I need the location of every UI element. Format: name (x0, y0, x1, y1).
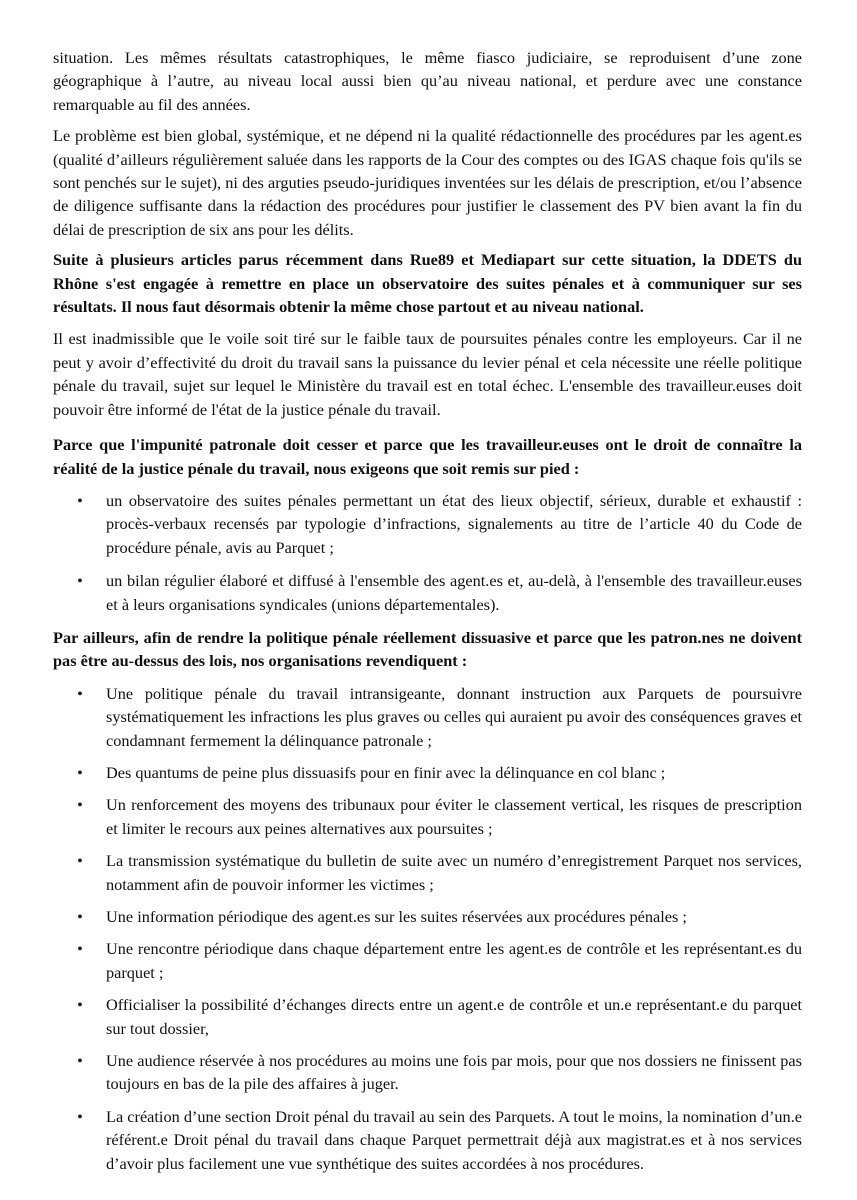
list-item-text: Une rencontre périodique dans chaque département entre les agent.es de contrôle et les représentant.es du parquet ; (106, 939, 802, 982)
list-item-text: La transmission systématique du bulletin de suite avec un numéro d’enregistrement Parquet nos services, notamment afin de pouvoir informer les victimes ; (106, 851, 802, 894)
list-item (53, 793, 802, 840)
bullet-icon: • (77, 995, 83, 1015)
list-item-text: Officialiser la possibilité d’échanges directs entre un agent.e de contrôle et un.e représentant.e du parquet sur tout dossier, (106, 995, 802, 1038)
list-item-text: Une information périodique des agent.es sur les suites réservées aux procédures pénales ; (106, 907, 687, 926)
paragraph-situation: situation. Les mêmes résultats catastrophiques, le même fiasco judiciaire, se reproduisent d’une zone géographique à l’autre, au niveau local aussi bien qu’au niveau national, et perdure avec une constance remarquable au fil des années. (53, 48, 802, 114)
list-item (53, 1049, 802, 1096)
bullet-icon: • (77, 490, 83, 510)
list-item-text: La création d’une section Droit pénal du travail au sein des Parquets. A tout le moins, la nomination d’un.e référent.e Droit pénal du travail dans chaque Parquet permettrait déjà aux magistrat.es et à nos services d’avoir plus facilement une vue synthétique des suites accordées à nos procédures. (106, 1106, 802, 1173)
paragraph-probleme-global: Le problème est bien global, systémique, et ne dépend ni la qualité rédactionnelle des procédures par les agent.es (qualité d’ailleurs régulièrement saluée dans les rapports de la Cour des comptes ou des IGAS chaque fois qu'ils se sont penchés sur le sujet), ni des arguties pseudo-juridiques inventées sur les délais de prescription, et/ou l’absence de diligence suffisante dans la rédaction des procédures pour justifier le classement des PV bien avant la fin du délai de prescription de six ans pour les délits. (53, 126, 802, 239)
list-item (53, 905, 802, 928)
paragraph-inadmissible: Il est inadmissible que le voile soit tiré sur le faible taux de poursuites pénales contre les employeurs. Car il ne peut y avoir d’effectivité du droit du travail sans la puissance du levier pénal et cela nécessite une réelle politique pénale du travail, sujet sur lequel le Ministère du travail est en total échec. L'ensemble des travailleur.euses doit pouvoir être informé de l'état de la justice pénale du travail. (53, 329, 802, 419)
bullet-icon: • (77, 1051, 83, 1071)
bullet-icon: • (77, 907, 83, 926)
list-item (53, 569, 802, 616)
revendications-list (53, 682, 802, 1175)
exigences-list (53, 489, 802, 616)
list-item (53, 489, 802, 559)
paragraph-exigences-intro: Parce que l'impunité patronale doit cesser et parce que les travailleur.euses ont le droit de connaître la réalité de la justice pénale du travail, nous exigeons que soit remis sur pied : (53, 435, 802, 478)
list-item (53, 993, 802, 1040)
bullet-icon: • (77, 683, 83, 703)
paragraph-rue89-mediapart: Suite à plusieurs articles parus récemment dans Rue89 et Mediapart sur cette situation, la DDETS du Rhône s'est engagée à remettre en place un observatoire des suites pénales et à communiquer sur ses résultats. Il nous faut désormais obtenir la même chose partout et au niveau national. (53, 250, 802, 317)
list-item (53, 761, 802, 784)
list-item-text: un bilan régulier élaboré et diffusé à l'ensemble des agent.es et, au-delà, à l'ensemble des travailleur.euses et à leurs organisations syndicales (unions départementales). (106, 571, 802, 614)
bullet-icon: • (77, 762, 83, 782)
bullet-icon: • (77, 851, 83, 871)
list-item (53, 1105, 802, 1175)
list-item-text: Une audience réservée à nos procédures au moins une fois par mois, pour que nos dossiers ne finissent pas toujours en bas de la pile des affaires à juger. (106, 1051, 802, 1094)
paragraph-revendications-intro: Par ailleurs, afin de rendre la politique pénale réellement dissuasive et parce que les patron.nes ne doivent pas être au-dessus des lois, nos organisations revendiquent : (53, 627, 802, 671)
list-item-text: Un renforcement des moyens des tribunaux pour éviter le classement vertical, les risques de prescription et limiter le recours aux peines alternatives aux poursuites ; (106, 795, 802, 838)
list-item-text: un observatoire des suites pénales permettant un état des lieux objectif, sérieux, durable et exhaustif : procès-verbaux recensés par typologie d’infractions, signalements au titre de l’article 40 du Code de procédure pénale, avis au Parquet ; (106, 490, 802, 557)
list-item-text: Des quantums de peine plus dissuasifs pour en finir avec la délinquance en col blanc ; (106, 762, 666, 782)
bullet-icon: • (77, 571, 83, 591)
list-item (53, 937, 802, 984)
list-item (53, 682, 802, 752)
list-item (53, 849, 802, 896)
bullet-icon: • (77, 1106, 83, 1126)
bullet-icon: • (77, 939, 83, 959)
list-item-text: Une politique pénale du travail intransigeante, donnant instruction aux Parquets de poursuivre systématiquement les infractions les plus graves ou celles qui auraient pu avoir des conséquences graves et condamnant fermement la délinquance patronale ; (106, 683, 802, 750)
bullet-icon: • (77, 795, 83, 815)
